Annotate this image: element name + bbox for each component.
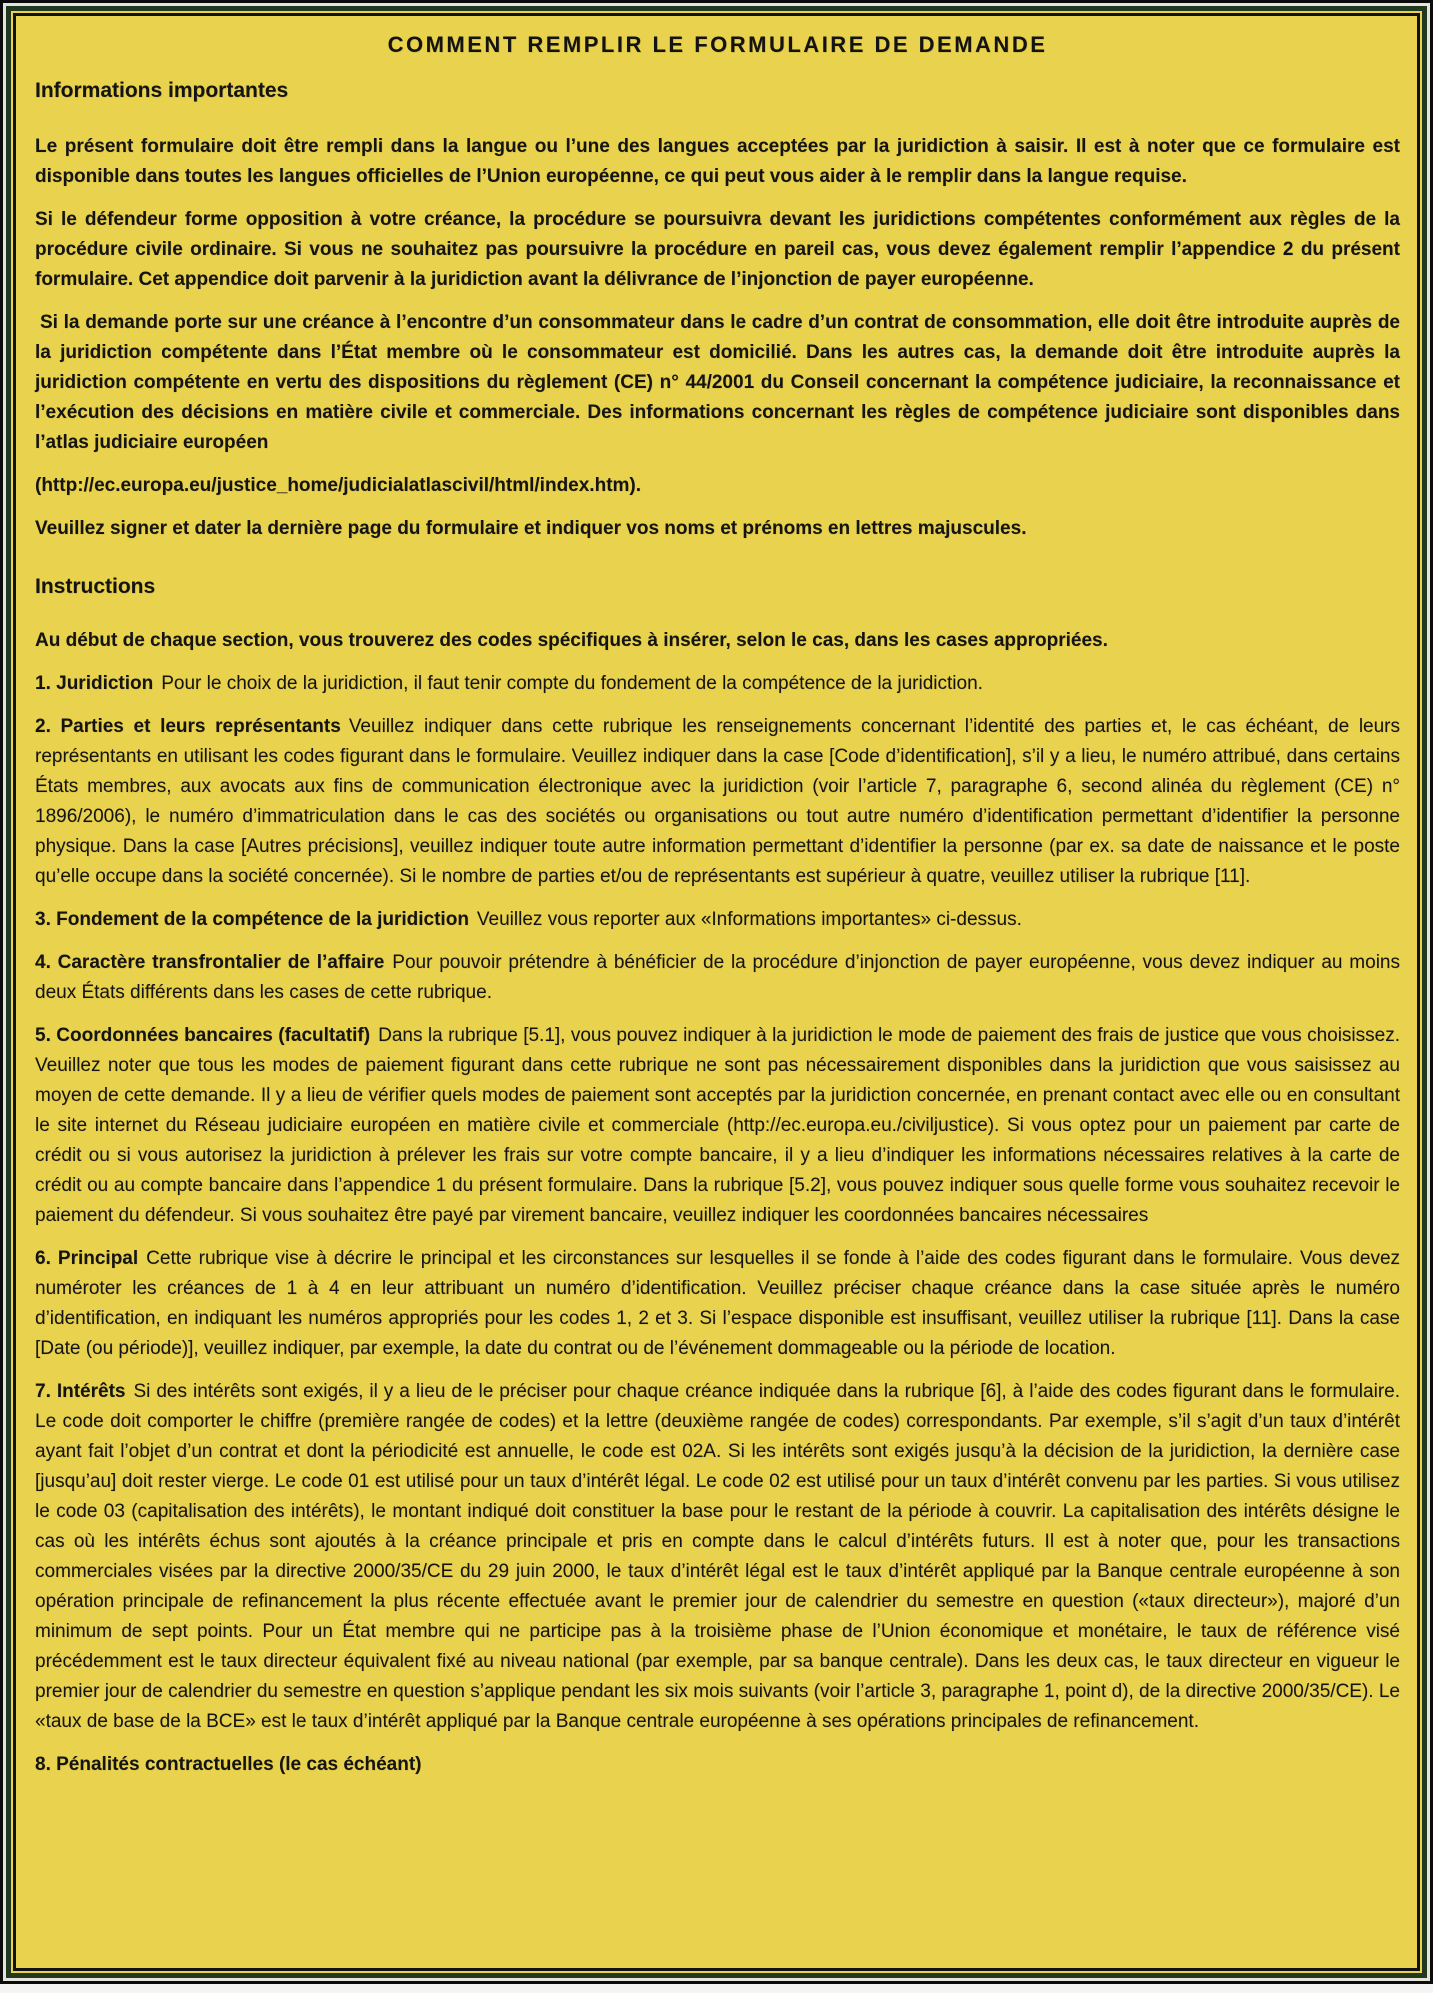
document-page	[13, 13, 1420, 1971]
frame-light-band	[3, 3, 1430, 1981]
instruction-item-2-parties	[35, 712, 1400, 892]
frame-green-band	[6, 6, 1427, 1978]
item-text: Pour pouvoir prétendre à bénéficier de la procédure d’injonction de payer européenne, vous devez indiquer au moins deux États différents dans les cases de cette rubrique.	[35, 952, 1400, 1003]
instruction-item-4-transfrontalier	[35, 948, 1400, 1008]
item-text: Cette rubrique vise à décrire le principal et les circonstances sur lesquelles il se fonde à l’aide des codes figurant dans le formulaire. Vous devez numéroter les créances de 1 à 4 en leur attribuant un numéro d’identification. Veuillez préciser chaque créance dans la case située après le numéro d’identification, en indiquant les numéros appropriés pour les codes 1, 2 et 3. Si l’espace disponible est insuffisant, veuillez utiliser la rubrique [11]. Dans la case [Date (ou période)], veuillez indiquer, par exemple, la date du contrat ou de l’événement dommageable ou la période de location.	[35, 1248, 1401, 1359]
item-text: Pour le choix de la juridiction, il faut tenir compte du fondement de la compétence de la juridiction.	[161, 673, 983, 694]
instruction-item-8-penalites	[35, 1750, 1400, 1780]
item-text: Veuillez vous reporter aux «Informations importantes» ci-dessus.	[476, 909, 1022, 930]
item-label: 8. Pénalités contractuelles (le cas échéant)	[35, 1754, 422, 1775]
instruction-item-5-coordonnees	[35, 1021, 1400, 1231]
paragraph-langues: Le présent formulaire doit être rempli dans la langue ou l’une des langues acceptées par la juridiction à saisir. Il est à noter que ce formulaire est disponible dans toutes les langues officielles de l’Union européenne, ce qui peut vous aider à le remplir dans la langue requise.	[35, 136, 1400, 187]
item-label: 6. Principal	[35, 1248, 139, 1269]
heading-instructions: Instructions	[35, 575, 156, 598]
instruction-item-6-principal	[35, 1244, 1400, 1364]
item-text: Si des intérêts sont exigés, il y a lieu de le préciser pour chaque créance indiquée dans la rubrique [6], à l’aide des codes figurant dans le formulaire. Le code doit comporter le chiffre (première rangée de codes) et la lettre (deuxième rangée de codes) correspondants. Par exemple, s’il s’agit d’un taux d’intérêt ayant fait l’objet d’un contrat et dont la périodicité est annuelle, le code est 02A. Si les intérêts sont exigés jusqu’à la décision de la juridiction, la dernière case [jusqu’au] doit rester vierge. Le code 01 est utilisé pour un taux d’intérêt légal. Le code 02 est utilisé pour un taux d’intérêt convenu par les parties. Si vous utilisez le code 03 (capitalisation des intérêts), le montant indiqué doit constituer la base pour le restant de la période à couvrir. La capitalisation des intérêts désigne le cas où les intérêts échus sont ajoutés à la créance principale et pris en compte dans le calcul d’intérêts futurs. Il est à noter que, pour les transactions commerciales visées par la directive 2000/35/CE du 29 juin 2000, le taux d’intérêt légal est le taux d’intérêt appliqué par la Banque centrale européenne à son opération principale de refinancement la plus récente effectuée avant le premier jour de calendrier du semestre en question («taux directeur»), majoré d’un minimum de sept points. Pour un État membre qui ne participe pas à la troisième phase de l’Union économique et monétaire, le taux de référence visé précédemment est le taux directeur équivalent fixé au niveau national (par exemple, par sa banque centrale). Dans les deux cas, le taux directeur en vigueur le premier jour de calendrier du semestre en question s’applique pendant les six mois suivants (voir l’article 3, paragraphe 1, point d), de la directive 2000/35/CE). Le «taux de base de la BCE» est le taux d’intérêt appliqué par la Banque centrale européenne à ses opérations principales de refinancement.	[35, 1381, 1400, 1732]
paragraph-opposition: Si le défendeur forme opposition à votre créance, la procédure se poursuivra devant les juridictions compétentes conformément aux règles de la procédure civile ordinaire. Si vous ne souhaitez pas poursuivre la procédure en pareil cas, vous devez également remplir l’appendice 2 du présent formulaire. Cet appendice doit parvenir à la juridiction avant la délivrance de l’injonction de payer européenne.	[35, 209, 1400, 290]
document-body	[35, 30, 1400, 1780]
page-title: COMMENT REMPLIR LE FORMULAIRE DE DEMANDE	[387, 32, 1048, 57]
paragraph-signature: Veuillez signer et dater la dernière page du formulaire et indiquer vos noms et prénoms en lettres majuscules.	[35, 518, 1027, 539]
paragraph-consommateur: Si la demande porte sur une créance à l’encontre d’un consommateur dans le cadre d’un contrat de consommation, elle doit être introduite auprès de la juridiction compétente dans l’État membre où le consommateur est domicilié. Dans les autres cas, la demande doit être introduite auprès la juridiction compétente en vertu des dispositions du règlement (CE) n° 44/2001 du Conseil concernant la compétence judiciaire, la reconnaissance et l’exécution des décisions en matière civile et commerciale. Des informations concernant les règles de compétence judiciaire sont disponibles dans l’atlas judiciaire européen	[35, 312, 1400, 453]
item-text: Veuillez indiquer dans cette rubrique les renseignements concernant l’identité des parties et, le cas échéant, de leurs représentants en utilisant les codes figurant dans le formulaire. Veuillez indiquer dans la case [Code d’identification], s’il y a lieu, le numéro attribué, dans certains États membres, aux avocats aux fins de communication électronique avec la juridiction (voir l’article 7, paragraphe 6, second alinéa du règlement (CE) n° 1896/2006), le numéro d’immatriculation dans le cas des sociétés ou organisations ou tout autre numéro d’identification permettant d’identifier la personne physique. Dans la case [Autres précisions], veuillez indiquer toute autre information permettant d’identifier la personne (par ex. sa date de naissance et le poste qu’elle occupe dans la société concernée). Si le nombre de parties et/ou de représentants est supérieur à quatre, veuillez utiliser la rubrique [11].	[35, 716, 1400, 887]
item-label: 4. Caractère transfrontalier de l’affaire	[35, 952, 385, 973]
paragraph-url-atlas: (http://ec.europa.eu/justice_home/judicialatlascivil/html/index.htm).	[35, 475, 642, 496]
paragraph-codes-intro: Au début de chaque section, vous trouverez des codes spécifiques à insérer, selon le cas, dans les cases appropriées.	[35, 630, 1108, 651]
item-label: 1. Juridiction	[35, 673, 154, 694]
heading-informations-importantes: Informations importantes	[35, 79, 289, 102]
instruction-item-7-interets	[35, 1377, 1400, 1737]
item-text: Dans la rubrique [5.1], vous pouvez indiquer à la juridiction le mode de paiement des frais de justice que vous choisissez. Veuillez noter que tous les modes de paiement figurant dans cette rubrique ne sont pas nécessairement disponibles dans la juridiction que vous saisissez au moyen de cette demande. Il y a lieu de vérifier quels modes de paiement sont acceptés par la juridiction concernée, en prenant contact avec elle ou en consultant le site internet du Réseau judiciaire européen en matière civile et commerciale (http://ec.europa.eu./civiljustice). Si vous optez pour un paiement par carte de crédit ou si vous autorisez la juridiction à prélever les frais sur votre compte bancaire, il y a lieu d’indiquer les informations nécessaires relatives à la carte de crédit ou au compte bancaire dans l’appendice 1 du présent formulaire. Dans la rubrique [5.2], vous pouvez indiquer sous quelle forme vous souhaitez recevoir le paiement du défendeur. Si vous souhaitez être payé par virement bancaire, veuillez indiquer les coordonnées bancaires nécessaires	[35, 1025, 1400, 1226]
instruction-item-1-juridiction	[35, 669, 1400, 699]
instruction-item-3-fondement	[35, 905, 1400, 935]
item-label: 2. Parties et leurs représentants	[35, 716, 341, 737]
item-label: 5. Coordonnées bancaires (facultatif)	[35, 1025, 371, 1046]
item-label: 3. Fondement de la compétence de la juridiction	[35, 909, 469, 930]
item-label: 7. Intérêts	[35, 1381, 126, 1402]
